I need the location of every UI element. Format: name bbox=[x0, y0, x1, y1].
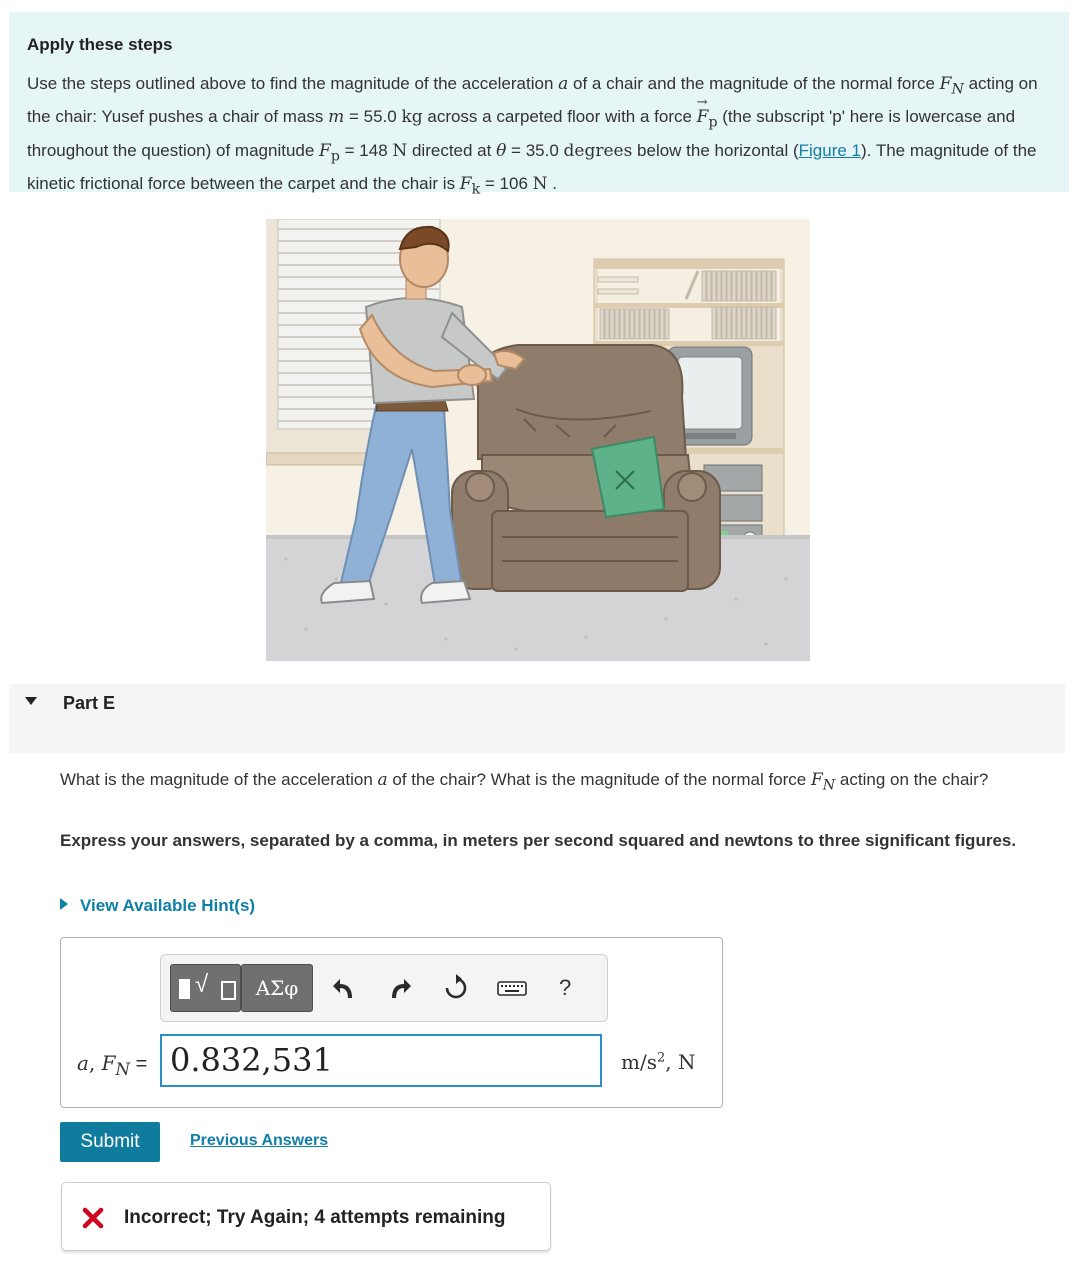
intro-heading: Apply these steps bbox=[27, 35, 173, 54]
answer-label: a, $F_N$ = bbox=[77, 1051, 148, 1079]
answer-units: $m/s^2$, N bbox=[621, 1050, 696, 1074]
keyboard-icon[interactable] bbox=[497, 974, 527, 1002]
figure-1-link[interactable]: Figure 1 bbox=[798, 140, 862, 160]
answer-instruction: Express your answers, separated by a comma, in meters per second squared and newtons to three significant figures. bbox=[60, 831, 1017, 850]
problem-statement: Use the steps outlined above to find the magnitude of the acceleration a of a chair and the magnitude of the normal force $F_N$ acting on the chair: Yusef pushes a chair of mass m = 55.0 kg across a carpeted floor with a force F → $_p$ (the subscript 'p' here is lowercase and throughout the question) of magnitude $F_p = 148$ N directed at θ = 35.0 degrees below the horizontal (Figure 1). The magnitude of the kinetic frictional force between the carpet and the chair is $F_k = 106$ N . bbox=[27, 74, 1038, 198]
feedback-message: Incorrect; Try Again; 4 attempts remaining bbox=[124, 1207, 506, 1228]
templates-icon bbox=[179, 979, 190, 999]
collapse-triangle-icon[interactable] bbox=[25, 697, 37, 705]
submit-button[interactable]: Submit bbox=[60, 1122, 160, 1162]
undo-icon[interactable] bbox=[331, 974, 357, 1002]
feedback-box bbox=[61, 1182, 551, 1251]
redo-icon[interactable] bbox=[387, 974, 413, 1002]
view-hints-toggle[interactable]: View Available Hint(s) bbox=[60, 896, 255, 916]
question-text: What is the magnitude of the acceleration a of the chair? What is the magnitude of the normal force $F_N$ acting on the chair? bbox=[60, 770, 989, 794]
greek-letters-button[interactable]: ΑΣφ bbox=[241, 964, 313, 1012]
part-label: Part E bbox=[63, 693, 116, 713]
previous-answers-link[interactable]: Previous Answers bbox=[190, 1132, 329, 1149]
templates-button[interactable]: √ bbox=[170, 964, 241, 1012]
reset-icon[interactable] bbox=[443, 974, 469, 1002]
expand-triangle-icon bbox=[60, 898, 68, 910]
help-icon[interactable]: ? bbox=[559, 975, 572, 1000]
figure-man-pushing-chair bbox=[266, 219, 810, 661]
problem-intro-panel bbox=[9, 12, 1069, 198]
answer-input[interactable]: 0.832,531 bbox=[160, 1034, 602, 1087]
incorrect-x-icon bbox=[82, 1207, 104, 1229]
math-toolbar bbox=[160, 954, 608, 1022]
part-e-header[interactable] bbox=[9, 684, 1065, 753]
answer-box bbox=[60, 937, 723, 1108]
